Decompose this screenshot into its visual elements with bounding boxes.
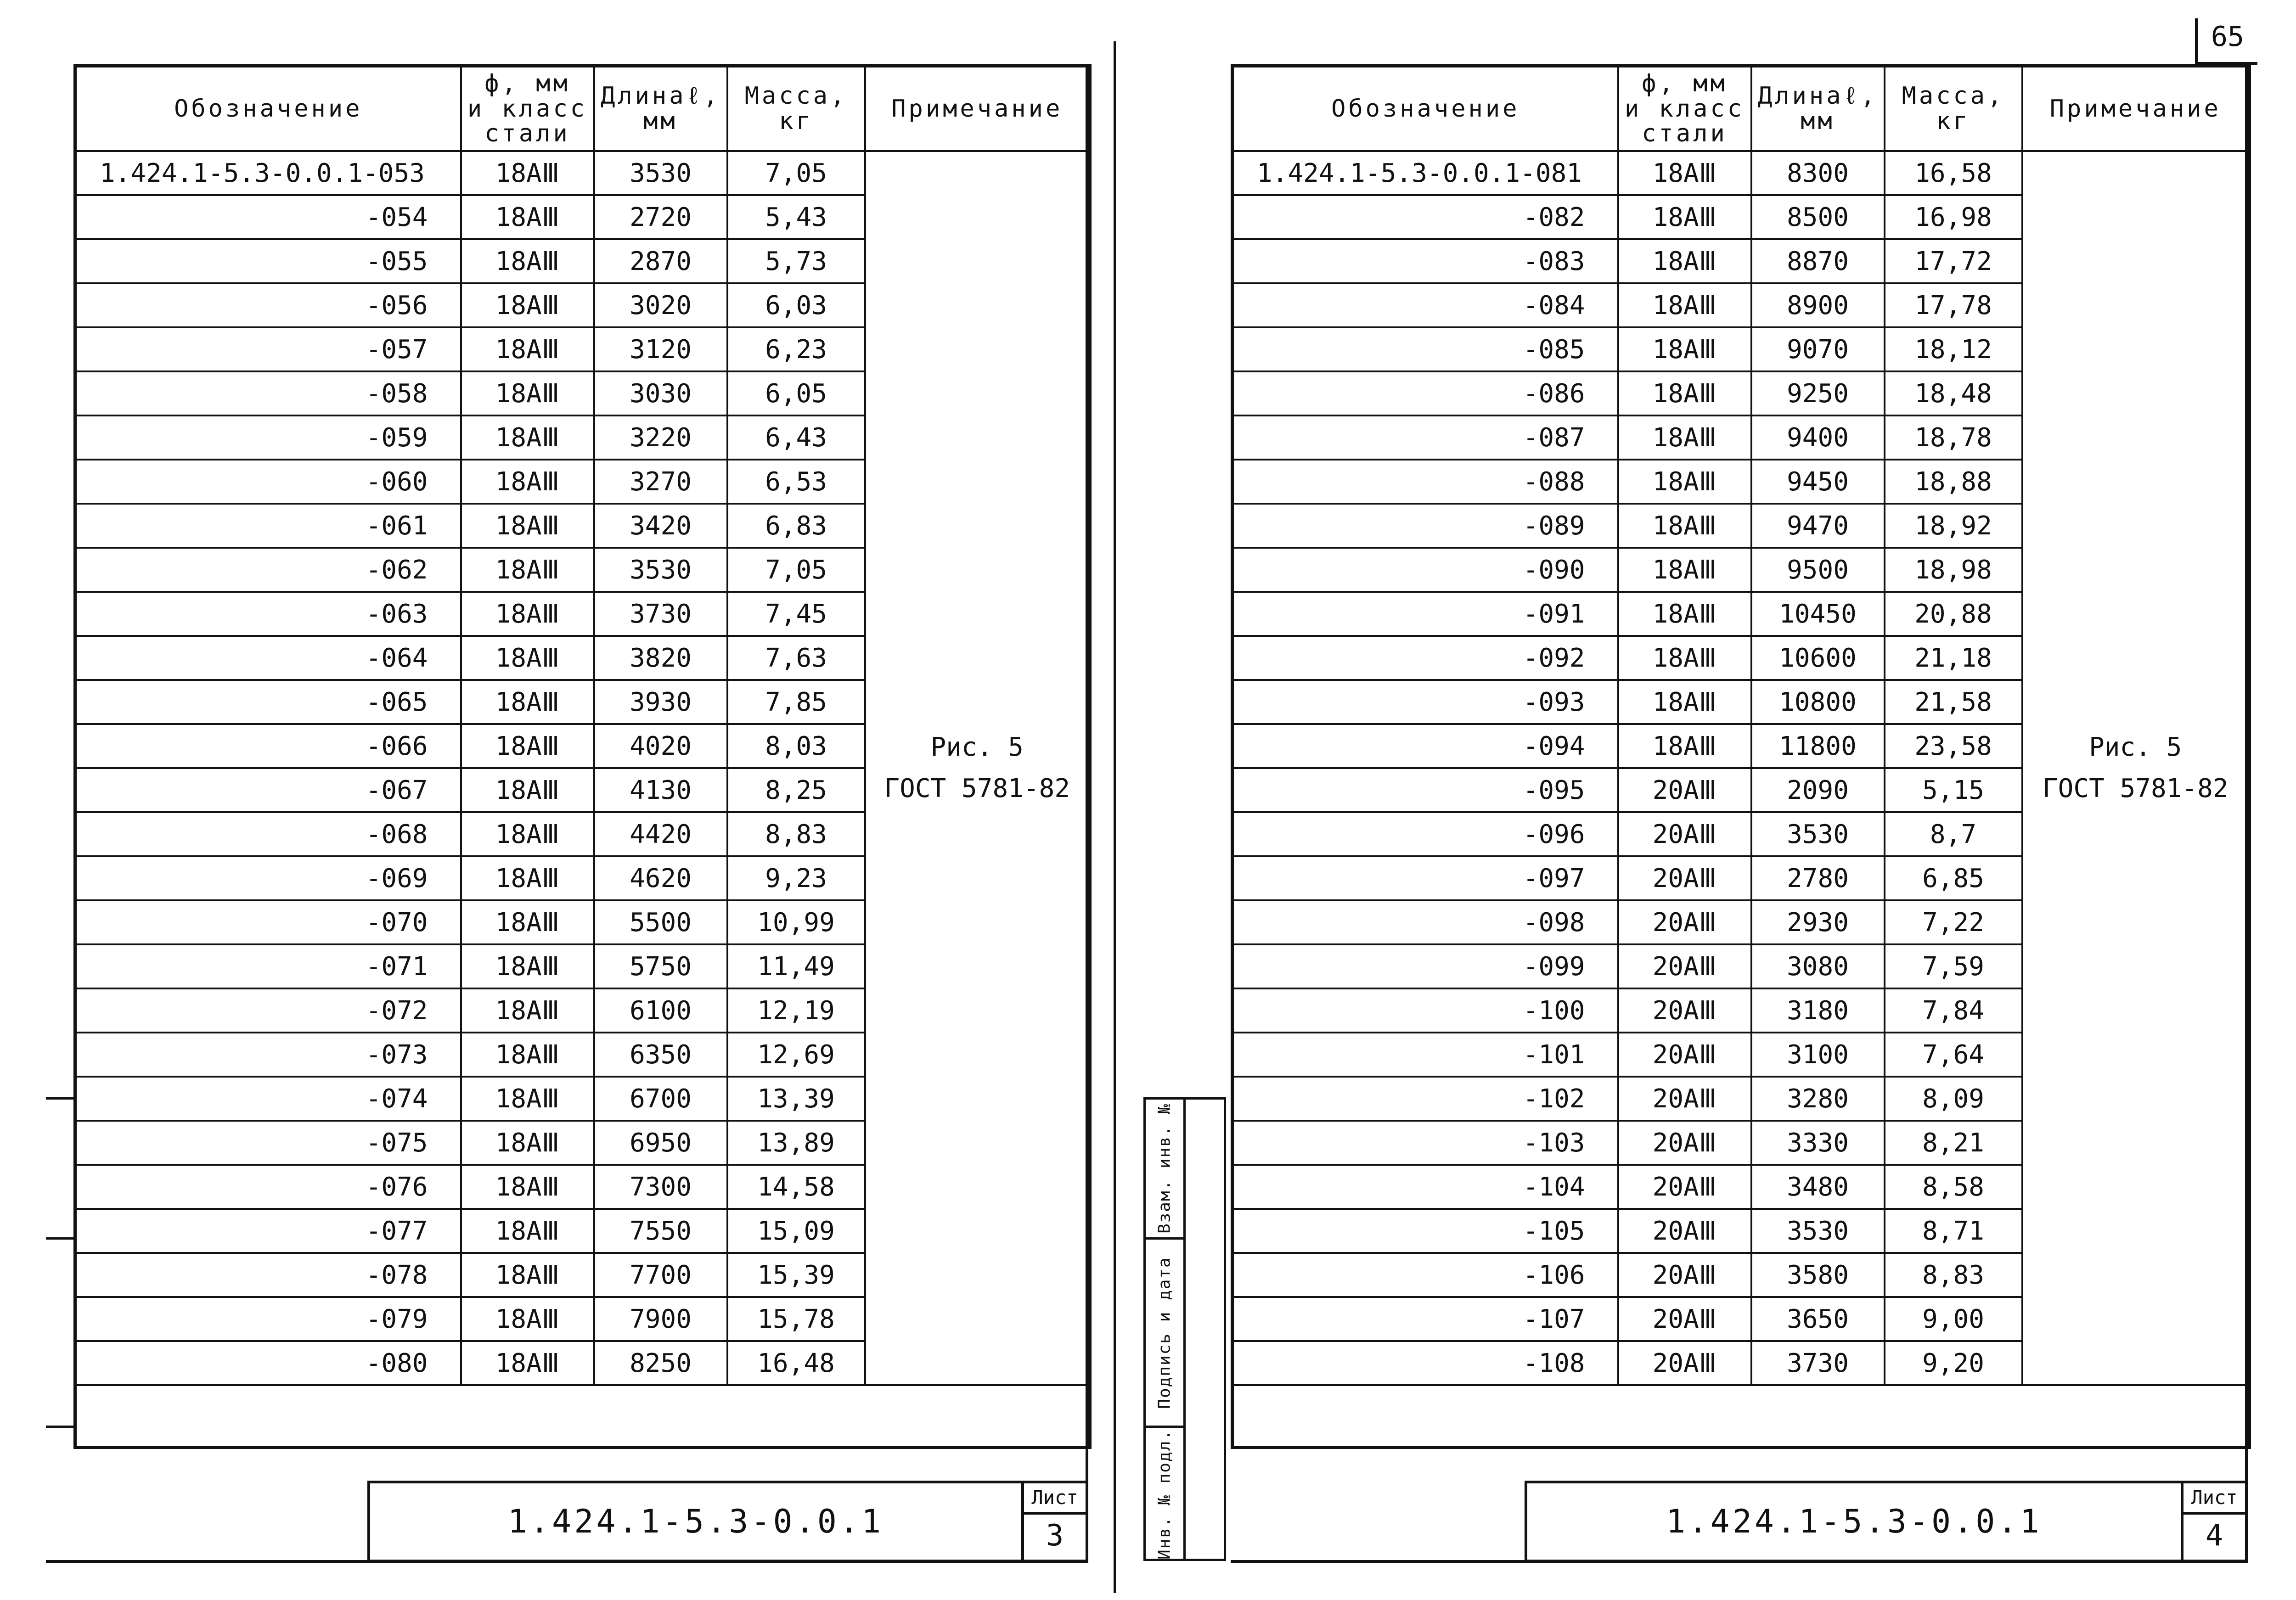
cell-mass: 7,64 xyxy=(1885,1033,2022,1077)
cell-steel: 20AⅢ xyxy=(1618,944,1751,988)
cell-length: 4620 xyxy=(594,856,727,900)
cell-length: 3030 xyxy=(594,371,727,415)
cell-steel: 18AⅢ xyxy=(461,900,594,944)
cell-steel: 18AⅢ xyxy=(461,1033,594,1077)
cell-code: -085 xyxy=(1232,327,1618,371)
cell-length: 7550 xyxy=(594,1209,727,1253)
cell-code: -106 xyxy=(1232,1253,1618,1297)
cell-steel: 18AⅢ xyxy=(1618,239,1751,283)
cell-steel: 18AⅢ xyxy=(461,1209,594,1253)
cell-steel: 18AⅢ xyxy=(1618,415,1751,460)
cell-mass: 8,83 xyxy=(1885,1253,2022,1297)
cell-length: 3730 xyxy=(1751,1341,1885,1385)
cell-length: 8900 xyxy=(1751,283,1885,327)
cell-code: -057 xyxy=(75,327,461,371)
cell-length: 9400 xyxy=(1751,415,1885,460)
cell-mass: 12,69 xyxy=(727,1033,865,1077)
sheet-number-box xyxy=(2181,1483,2245,1560)
cell-code: -072 xyxy=(75,988,461,1033)
cell-steel: 18AⅢ xyxy=(1618,680,1751,724)
cell-code: -093 xyxy=(1232,680,1618,724)
cell-steel: 20AⅢ xyxy=(1618,1165,1751,1209)
cell-note xyxy=(2022,151,2250,1385)
cell-mass: 6,85 xyxy=(1885,856,2022,900)
cell-length: 10800 xyxy=(1751,680,1885,724)
cell-code: -090 xyxy=(1232,548,1618,592)
cell-length: 6350 xyxy=(594,1033,727,1077)
cell-code: -103 xyxy=(1232,1121,1618,1165)
cell-steel: 18AⅢ xyxy=(461,151,594,195)
margin-tick xyxy=(46,1237,73,1240)
sheet-number: 4 xyxy=(2205,1519,2223,1553)
spec-table-right xyxy=(1231,64,2251,1449)
cell-length: 11800 xyxy=(1751,724,1885,768)
cell-code: -055 xyxy=(75,239,461,283)
cell-mass: 7,05 xyxy=(727,548,865,592)
cell-steel: 18AⅢ xyxy=(461,548,594,592)
cell-length: 3730 xyxy=(594,592,727,636)
cell-steel: 18AⅢ xyxy=(461,195,594,239)
cell-code: -065 xyxy=(75,680,461,724)
cell-steel: 20AⅢ xyxy=(1618,988,1751,1033)
cell-mass: 10,99 xyxy=(727,900,865,944)
cell-length: 6950 xyxy=(594,1121,727,1165)
cell-mass: 13,89 xyxy=(727,1121,865,1165)
cell-steel: 20AⅢ xyxy=(1618,812,1751,856)
header-mass xyxy=(727,66,865,152)
cell-steel: 18AⅢ xyxy=(461,592,594,636)
frame-right-left xyxy=(1086,64,1088,1563)
cell-mass: 8,25 xyxy=(727,768,865,812)
header-length xyxy=(1751,66,1885,152)
note-standard: ГОСТ 5781-82 xyxy=(2042,774,2228,803)
stamp-label-replaced-inv: Взам. инв. № xyxy=(1155,1103,1174,1234)
cell-code: -078 xyxy=(75,1253,461,1297)
cell-length: 3270 xyxy=(594,460,727,504)
sheet-label: Лист xyxy=(1024,1483,1086,1515)
header-length-l2: мм xyxy=(643,107,678,135)
cell-steel: 20AⅢ xyxy=(1618,856,1751,900)
cell-mass: 8,7 xyxy=(1885,812,2022,856)
cell-length: 3530 xyxy=(594,548,727,592)
cell-steel: 18AⅢ xyxy=(461,283,594,327)
cell-mass: 7,59 xyxy=(1885,944,2022,988)
cell-length: 3120 xyxy=(594,327,727,371)
cell-mass: 9,20 xyxy=(1885,1341,2022,1385)
cell-mass: 8,03 xyxy=(727,724,865,768)
header-length-l2: мм xyxy=(1801,107,1835,135)
header-mass-l2: кг xyxy=(1936,107,1970,135)
cell-mass: 9,23 xyxy=(727,856,865,900)
cell-mass: 18,98 xyxy=(1885,548,2022,592)
table-spacer-row xyxy=(75,1385,1090,1448)
cell-note xyxy=(865,151,1090,1385)
cell-code: -071 xyxy=(75,944,461,988)
cell-mass: 6,43 xyxy=(727,415,865,460)
cell-length: 9470 xyxy=(1751,504,1885,548)
cell-mass: 8,21 xyxy=(1885,1121,2022,1165)
header-designation: Обозначение xyxy=(1232,66,1618,152)
table-row xyxy=(75,151,1090,195)
cell-steel: 18AⅢ xyxy=(461,636,594,680)
cell-mass: 6,03 xyxy=(727,283,865,327)
cell-steel: 18AⅢ xyxy=(1618,460,1751,504)
cell-length: 3420 xyxy=(594,504,727,548)
header-diameter xyxy=(461,66,594,152)
center-fold-line xyxy=(1114,41,1116,1593)
cell-code: -102 xyxy=(1232,1077,1618,1121)
table-body-right xyxy=(1232,151,2250,1448)
cell-mass: 18,88 xyxy=(1885,460,2022,504)
cell-code: -058 xyxy=(75,371,461,415)
cell-mass: 7,05 xyxy=(727,151,865,195)
header-diameter-l2: и класс xyxy=(467,95,588,123)
margin-tick xyxy=(46,1097,73,1100)
cell-steel: 18AⅢ xyxy=(461,1077,594,1121)
cell-mass: 5,73 xyxy=(727,239,865,283)
cell-length: 3020 xyxy=(594,283,727,327)
side-stamp-divider xyxy=(1183,1100,1186,1559)
cell-code: -091 xyxy=(1232,592,1618,636)
sheet-number: 3 xyxy=(1046,1519,1064,1553)
header-diameter xyxy=(1618,66,1751,152)
cell-length: 9450 xyxy=(1751,460,1885,504)
header-diameter-l3: стали xyxy=(1642,120,1728,148)
cell-mass: 16,58 xyxy=(1885,151,2022,195)
spacer-cell xyxy=(75,1385,1090,1448)
spacer-cell xyxy=(1232,1385,2250,1448)
cell-steel: 18AⅢ xyxy=(461,680,594,724)
sheet-right xyxy=(1231,64,2248,1561)
cell-steel: 18AⅢ xyxy=(461,988,594,1033)
cell-length: 3820 xyxy=(594,636,727,680)
cell-steel: 18AⅢ xyxy=(1618,548,1751,592)
cell-length: 9500 xyxy=(1751,548,1885,592)
cell-length: 6100 xyxy=(594,988,727,1033)
cell-mass: 7,84 xyxy=(1885,988,2022,1033)
cell-steel: 18AⅢ xyxy=(461,812,594,856)
cell-length: 2720 xyxy=(594,195,727,239)
cell-code: -074 xyxy=(75,1077,461,1121)
cell-length: 8250 xyxy=(594,1341,727,1385)
note-figure: Рис. 5 xyxy=(2089,732,2182,763)
cell-code: -098 xyxy=(1232,900,1618,944)
margin-tick xyxy=(46,1426,73,1428)
cell-steel: 20AⅢ xyxy=(1618,900,1751,944)
cell-length: 7900 xyxy=(594,1297,727,1341)
cell-code: -064 xyxy=(75,636,461,680)
cell-steel: 20AⅢ xyxy=(1618,1253,1751,1297)
table-header-row xyxy=(1232,66,2250,152)
doc-code: 1.424.1-5.3-0.0.1 xyxy=(1666,1503,2042,1540)
cell-mass: 7,22 xyxy=(1885,900,2022,944)
cell-mass: 6,23 xyxy=(727,327,865,371)
table-spacer-row xyxy=(1232,1385,2250,1448)
cell-mass: 13,39 xyxy=(727,1077,865,1121)
cell-code: -084 xyxy=(1232,283,1618,327)
cell-steel: 20AⅢ xyxy=(1618,1297,1751,1341)
table-body-left xyxy=(75,151,1090,1448)
cell-steel: 18AⅢ xyxy=(461,1121,594,1165)
cell-length: 3280 xyxy=(1751,1077,1885,1121)
cell-mass: 15,09 xyxy=(727,1209,865,1253)
cell-steel: 18AⅢ xyxy=(1618,283,1751,327)
cell-mass: 17,72 xyxy=(1885,239,2022,283)
cell-code: -060 xyxy=(75,460,461,504)
cell-mass: 6,83 xyxy=(727,504,865,548)
cell-length: 3580 xyxy=(1751,1253,1885,1297)
cell-length: 2930 xyxy=(1751,900,1885,944)
cell-code: 1.424.1-5.3-0.0.1-081 xyxy=(1232,151,1618,195)
doc-code: 1.424.1-5.3-0.0.1 xyxy=(507,1503,884,1540)
cell-length: 3100 xyxy=(1751,1033,1885,1077)
cell-code: -087 xyxy=(1232,415,1618,460)
header-length-l1: Длинаℓ, xyxy=(600,82,721,110)
cell-mass: 18,92 xyxy=(1885,504,2022,548)
cell-code: -062 xyxy=(75,548,461,592)
cell-length: 6700 xyxy=(594,1077,727,1121)
cell-mass: 20,88 xyxy=(1885,592,2022,636)
cell-code: -096 xyxy=(1232,812,1618,856)
cell-mass: 16,48 xyxy=(727,1341,865,1385)
cell-mass: 7,85 xyxy=(727,680,865,724)
cell-mass: 6,05 xyxy=(727,371,865,415)
header-diameter-l2: и класс xyxy=(1624,95,1745,123)
cell-steel: 18AⅢ xyxy=(461,856,594,900)
cell-steel: 18AⅢ xyxy=(461,1297,594,1341)
cell-length: 2090 xyxy=(1751,768,1885,812)
cell-code: -073 xyxy=(75,1033,461,1077)
cell-length: 5750 xyxy=(594,944,727,988)
cell-length: 3480 xyxy=(1751,1165,1885,1209)
cell-code: -077 xyxy=(75,1209,461,1253)
cell-steel: 18AⅢ xyxy=(1618,636,1751,680)
cell-mass: 15,39 xyxy=(727,1253,865,1297)
cell-code: -101 xyxy=(1232,1033,1618,1077)
cell-mass: 12,19 xyxy=(727,988,865,1033)
cell-steel: 18AⅢ xyxy=(461,1253,594,1297)
cell-length: 3930 xyxy=(594,680,727,724)
cell-steel: 18AⅢ xyxy=(1618,724,1751,768)
cell-length: 3180 xyxy=(1751,988,1885,1033)
cell-code: -080 xyxy=(75,1341,461,1385)
cell-code: -108 xyxy=(1232,1341,1618,1385)
cell-code: -068 xyxy=(75,812,461,856)
cell-length: 3220 xyxy=(594,415,727,460)
stamp-cell-replaced-inv xyxy=(1146,1100,1183,1240)
cell-mass: 9,00 xyxy=(1885,1297,2022,1341)
cell-mass: 21,18 xyxy=(1885,636,2022,680)
cell-code: -079 xyxy=(75,1297,461,1341)
spec-table-left xyxy=(73,64,1092,1449)
cell-code: -067 xyxy=(75,768,461,812)
sheet-left xyxy=(73,64,1088,1561)
table-header-row xyxy=(75,66,1090,152)
sheet-label: Лист xyxy=(2183,1483,2245,1515)
cell-steel: 18AⅢ xyxy=(461,460,594,504)
cell-length: 4420 xyxy=(594,812,727,856)
cell-steel: 18AⅢ xyxy=(1618,371,1751,415)
cell-steel: 20AⅢ xyxy=(1618,768,1751,812)
cell-code: -095 xyxy=(1232,768,1618,812)
stamp-label-original-inv: Инв. № подл. xyxy=(1155,1429,1174,1560)
cell-code: -059 xyxy=(75,415,461,460)
cell-length: 3530 xyxy=(1751,1209,1885,1253)
cell-code: -094 xyxy=(1232,724,1618,768)
cell-length: 2870 xyxy=(594,239,727,283)
stamp-cell-signature-date xyxy=(1146,1240,1183,1428)
note-standard: ГОСТ 5781-82 xyxy=(884,774,1070,803)
cell-length: 3080 xyxy=(1751,944,1885,988)
cell-mass: 7,63 xyxy=(727,636,865,680)
header-mass-l1: Масса, xyxy=(1902,82,2005,110)
header-diameter-l3: стали xyxy=(484,120,570,148)
header-diameter-l1: ф, мм xyxy=(484,70,570,98)
cell-steel: 18AⅢ xyxy=(1618,504,1751,548)
cell-code: -076 xyxy=(75,1165,461,1209)
cell-code: -056 xyxy=(75,283,461,327)
header-diameter-l1: ф, мм xyxy=(1642,70,1728,98)
cell-length: 2780 xyxy=(1751,856,1885,900)
cell-code: -104 xyxy=(1232,1165,1618,1209)
cell-steel: 20AⅢ xyxy=(1618,1033,1751,1077)
cell-mass: 18,48 xyxy=(1885,371,2022,415)
cell-mass: 8,83 xyxy=(727,812,865,856)
cell-mass: 8,09 xyxy=(1885,1077,2022,1121)
cell-code: -086 xyxy=(1232,371,1618,415)
cell-mass: 21,58 xyxy=(1885,680,2022,724)
sheet-number-box xyxy=(1021,1483,1086,1560)
cell-code: -099 xyxy=(1232,944,1618,988)
cell-code: -063 xyxy=(75,592,461,636)
cell-mass: 17,78 xyxy=(1885,283,2022,327)
cell-steel: 18AⅢ xyxy=(461,724,594,768)
cell-mass: 11,49 xyxy=(727,944,865,988)
cell-steel: 20AⅢ xyxy=(1618,1209,1751,1253)
header-mass-l1: Масса, xyxy=(744,82,848,110)
cell-steel: 18AⅢ xyxy=(461,1165,594,1209)
cell-code: 1.424.1-5.3-0.0.1-053 xyxy=(75,151,461,195)
cell-code: -061 xyxy=(75,504,461,548)
cell-mass: 6,53 xyxy=(727,460,865,504)
cell-length: 8500 xyxy=(1751,195,1885,239)
cell-code: -107 xyxy=(1232,1297,1618,1341)
cell-code: -075 xyxy=(75,1121,461,1165)
cell-code: -066 xyxy=(75,724,461,768)
title-block-left xyxy=(367,1481,1088,1562)
cell-steel: 18AⅢ xyxy=(461,944,594,988)
frame-right-right xyxy=(2245,64,2248,1563)
cell-steel: 18AⅢ xyxy=(461,1341,594,1385)
cell-length: 7300 xyxy=(594,1165,727,1209)
cell-code: -100 xyxy=(1232,988,1618,1033)
note-figure: Рис. 5 xyxy=(930,732,1024,763)
cell-steel: 18AⅢ xyxy=(461,415,594,460)
cell-mass: 8,71 xyxy=(1885,1209,2022,1253)
cell-mass: 7,45 xyxy=(727,592,865,636)
cell-mass: 14,58 xyxy=(727,1165,865,1209)
cell-steel: 20AⅢ xyxy=(1618,1121,1751,1165)
cell-code: -069 xyxy=(75,856,461,900)
cell-steel: 18AⅢ xyxy=(461,239,594,283)
cell-length: 9070 xyxy=(1751,327,1885,371)
cell-mass: 23,58 xyxy=(1885,724,2022,768)
cell-code: -082 xyxy=(1232,195,1618,239)
stamp-cell-original-inv xyxy=(1146,1428,1183,1561)
cell-code: -054 xyxy=(75,195,461,239)
header-length-l1: Длинаℓ, xyxy=(1757,82,1878,110)
header-note: Примечание xyxy=(865,66,1090,152)
cell-length: 10600 xyxy=(1751,636,1885,680)
cell-mass: 8,58 xyxy=(1885,1165,2022,1209)
page-number: 65 xyxy=(2195,18,2257,65)
cell-steel: 20AⅢ xyxy=(1618,1077,1751,1121)
cell-length: 10450 xyxy=(1751,592,1885,636)
stamp-label-signature-date: Подпись и дата xyxy=(1155,1256,1174,1409)
cell-code: -092 xyxy=(1232,636,1618,680)
cell-length: 9250 xyxy=(1751,371,1885,415)
cell-code: -105 xyxy=(1232,1209,1618,1253)
cell-length: 4130 xyxy=(594,768,727,812)
cell-code: -088 xyxy=(1232,460,1618,504)
cell-mass: 15,78 xyxy=(727,1297,865,1341)
cell-mass: 16,98 xyxy=(1885,195,2022,239)
header-length xyxy=(594,66,727,152)
cell-length: 8300 xyxy=(1751,151,1885,195)
cell-length: 3530 xyxy=(1751,812,1885,856)
cell-length: 3650 xyxy=(1751,1297,1885,1341)
cell-steel: 18AⅢ xyxy=(1618,592,1751,636)
title-block-right xyxy=(1525,1481,2248,1562)
side-stamp xyxy=(1143,1097,1226,1561)
cell-steel: 18AⅢ xyxy=(461,371,594,415)
cell-code: -097 xyxy=(1232,856,1618,900)
cell-steel: 18AⅢ xyxy=(1618,327,1751,371)
cell-code: -083 xyxy=(1232,239,1618,283)
cell-mass: 5,43 xyxy=(727,195,865,239)
cell-steel: 18AⅢ xyxy=(461,504,594,548)
cell-mass: 18,78 xyxy=(1885,415,2022,460)
header-designation: Обозначение xyxy=(75,66,461,152)
cell-length: 3530 xyxy=(594,151,727,195)
table-row xyxy=(1232,151,2250,195)
cell-code: -070 xyxy=(75,900,461,944)
cell-code: -089 xyxy=(1232,504,1618,548)
cell-steel: 20AⅢ xyxy=(1618,1341,1751,1385)
cell-mass: 5,15 xyxy=(1885,768,2022,812)
cell-steel: 18AⅢ xyxy=(1618,195,1751,239)
cell-length: 5500 xyxy=(594,900,727,944)
cell-steel: 18AⅢ xyxy=(461,768,594,812)
cell-length: 8870 xyxy=(1751,239,1885,283)
cell-length: 3330 xyxy=(1751,1121,1885,1165)
header-note: Примечание xyxy=(2022,66,2250,152)
cell-steel: 18AⅢ xyxy=(1618,151,1751,195)
cell-length: 4020 xyxy=(594,724,727,768)
cell-mass: 18,12 xyxy=(1885,327,2022,371)
header-mass-l2: кг xyxy=(779,107,813,135)
cell-steel: 18AⅢ xyxy=(461,327,594,371)
cell-length: 7700 xyxy=(594,1253,727,1297)
header-mass xyxy=(1885,66,2022,152)
